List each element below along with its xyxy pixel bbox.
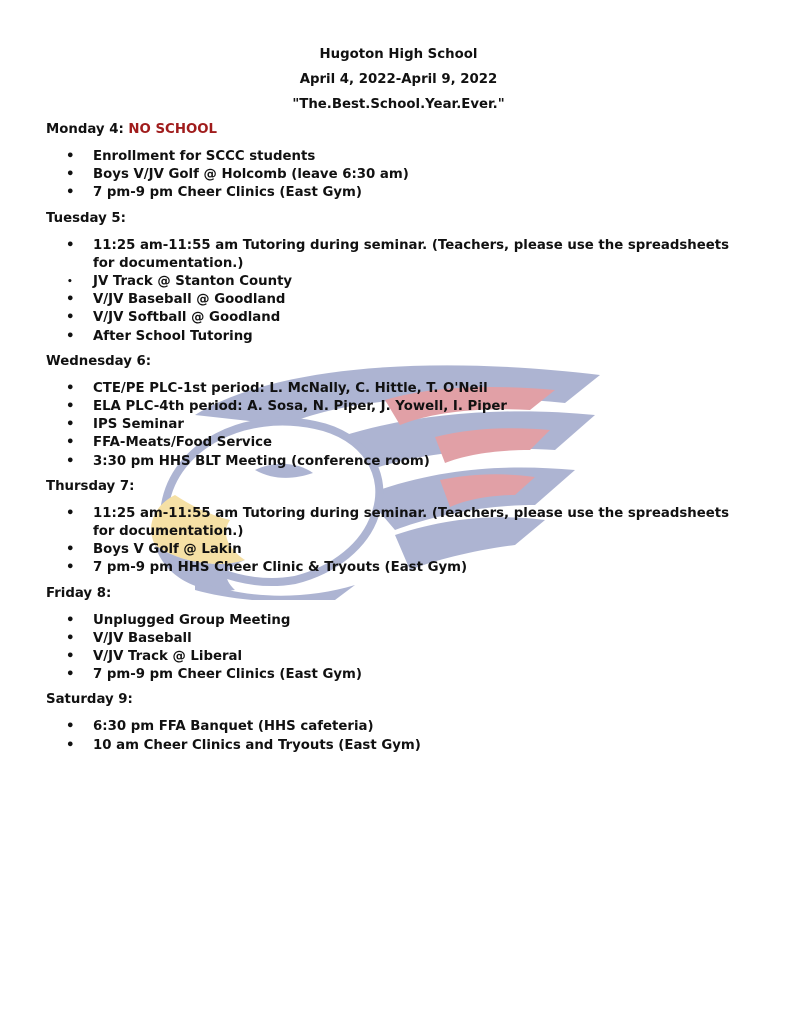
event-list [46,505,751,578]
event-text: 7 pm-9 pm Cheer Clinics (East Gym) [93,667,362,683]
bullet-icon: • [66,328,75,344]
bullet-icon: • [66,649,75,665]
event-text: JV Track @ Stanton County [93,274,293,290]
event-item [46,648,751,666]
bullet-icon: • [66,505,75,521]
event-text: Boys V Golf @ Lakin [93,542,242,558]
event-text: V/JV Softball @ Goodland [93,310,281,326]
bullet-icon: • [66,185,75,201]
no-school-note: NO SCHOOL [128,122,218,137]
bullet-icon: • [66,167,75,183]
day-heading: Friday 8: [46,585,112,601]
event-item [46,398,751,416]
event-list [46,612,751,685]
event-text: V/JV Track @ Liberal [93,649,243,665]
event-text: IPS Seminar [93,417,184,433]
event-text: Enrollment for SCCC students [93,149,316,164]
event-list [46,148,751,203]
bullet-icon: • [66,542,75,558]
event-item [46,184,751,202]
bullet-icon: • [66,719,75,735]
bullet-icon: • [66,292,75,308]
bullet-icon: • [66,667,75,683]
event-item [46,380,751,398]
event-text: FFA-Meats/Food Service [93,435,273,451]
event-item [46,291,751,309]
event-item [46,541,751,559]
event-item [46,273,751,291]
day-label: Monday 4: [46,122,129,137]
day-section-tuesday [46,210,751,346]
event-item [46,718,751,736]
event-item [46,666,751,684]
day-heading [46,121,751,139]
event-item [46,328,751,346]
event-text: V/JV Baseball @ Goodland [93,292,286,308]
event-text: 11:25 am-11:55 am Tutoring during seminar. (Teachers, please use the spreadsheets for documentation.) [93,237,730,271]
school-name: Hugoton High School [319,47,478,62]
event-item [46,237,751,273]
day-section-thursday [46,478,751,578]
event-text: CTE/PE PLC-1st period: L. McNally, C. Hittle, T. O'Neil [93,380,488,396]
event-text: After School Tutoring [93,328,253,344]
day-heading: Wednesday 6: [46,353,152,369]
event-text: 7 pm-9 pm HHS Cheer Clinic & Tryouts (East Gym) [93,560,468,576]
bullet-icon: • [66,149,75,164]
event-item [46,166,751,184]
bullet-icon: • [66,237,75,253]
bullet-icon: • [66,612,75,628]
bullet-icon: • [66,380,75,396]
bullet-icon: • [66,560,75,576]
bullet-icon: • [67,277,73,288]
event-text: Unplugged Group Meeting [93,612,291,628]
bullet-icon: • [66,399,75,415]
bullet-icon: • [66,435,75,451]
event-text: 11:25 am-11:55 am Tutoring during seminar. (Teachers, please use the spreadsheets for documentation.) [93,505,730,540]
day-heading: Tuesday 5: [46,210,126,226]
event-item [46,434,751,452]
event-item [46,737,751,755]
date-range: April 4, 2022-April 9, 2022 [299,72,498,87]
event-item [46,505,751,541]
day-section-wednesday [46,353,751,471]
event-item [46,630,751,648]
day-section-monday [46,121,751,203]
event-item [46,559,751,577]
event-text: ELA PLC-4th period: A. Sosa, N. Piper, J. Yowell, I. Piper [93,399,507,415]
event-list [46,718,751,754]
bullet-icon: • [66,417,75,433]
event-item [46,309,751,327]
day-section-saturday [46,691,751,754]
bullet-icon: • [66,453,75,469]
event-text: V/JV Baseball [93,630,192,646]
school-motto: "The.Best.School.Year.Ever." [292,97,505,112]
event-item [46,612,751,630]
event-item [46,453,751,471]
event-text: 3:30 pm HHS BLT Meeting (conference room) [93,453,430,469]
event-text: 6:30 pm FFA Banquet (HHS cafeteria) [93,719,374,735]
bullet-icon: • [66,630,75,646]
event-item [46,148,751,166]
event-list [46,380,751,471]
day-section-friday [46,585,751,685]
event-text: Boys V/JV Golf @ Holcomb (leave 6:30 am) [93,167,409,183]
event-text: 7 pm-9 pm Cheer Clinics (East Gym) [93,185,362,201]
day-heading: Thursday 7: [46,478,135,494]
day-heading: Saturday 9: [46,692,133,708]
event-item [46,416,751,434]
bullet-icon: • [66,737,75,753]
event-text: 10 am Cheer Clinics and Tryouts (East Gym) [93,737,421,753]
bullet-icon: • [66,310,75,326]
event-list [46,237,751,346]
